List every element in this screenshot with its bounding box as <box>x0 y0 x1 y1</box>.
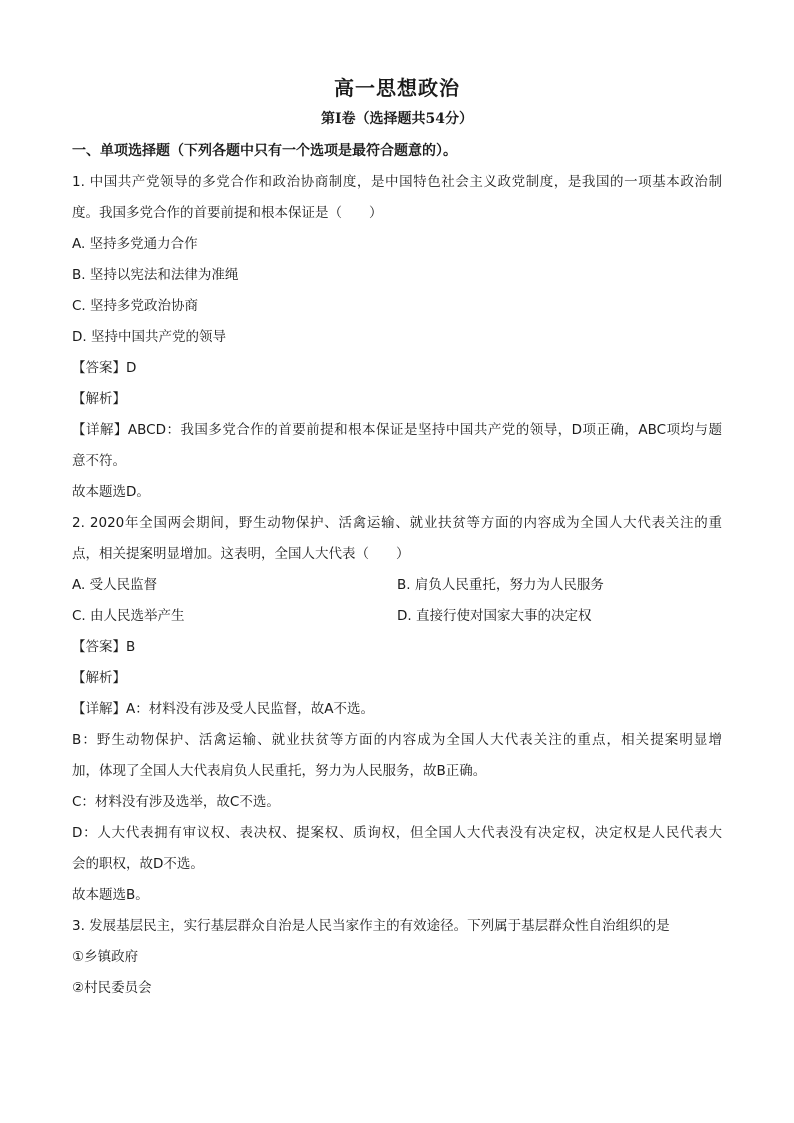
q2-conclusion: 故本题选B。 <box>72 887 149 903</box>
q3-stem-line1: 3. 发展基层民主，实行基层群众自治是人民当家作主的有效途径。下列属于基层群众性自治组织的是 <box>72 918 670 934</box>
q2-options-row2 <box>72 601 722 632</box>
q1-stem-line2: 度。我国多党合作的首要前提和根本保证是（ ） <box>72 205 383 221</box>
q2-option-d: D. 直接行使对国家大事的决定权 <box>397 608 592 624</box>
q2-answer: 【答案】B <box>72 639 136 655</box>
q1-option-b: B. 坚持以宪法和法律为准绳 <box>72 267 239 283</box>
document-body <box>72 136 722 1004</box>
q1-conclusion: 故本题选D。 <box>72 484 150 500</box>
q2-stem-line1: 2. 2020年全国两会期间，野生动物保护、活禽运输、就业扶贫等方面的内容成为全国人大代表关注的重 <box>72 515 722 531</box>
document-title: 高一思想政治 <box>334 76 460 100</box>
q3-item-2: ②村民委员会 <box>72 980 152 996</box>
q2-detail-a: 【详解】A：材料没有涉及受人民监督，故A不选。 <box>72 701 374 717</box>
q2-detail-b-line1: B：野生动物保护、活禽运输、就业扶贫等方面的内容成为全国人大代表关注的重点，相关提案明显增 <box>72 732 722 748</box>
q1-option-a: A. 坚持多党通力合作 <box>72 236 198 252</box>
q2-options-row1 <box>72 570 722 601</box>
q2-analysis-label: 【解析】 <box>72 670 126 686</box>
q2-detail-d-line1: D：人大代表拥有审议权、表决权、提案权、质询权，但全国人大代表没有决定权，决定权是人民代表大 <box>72 825 722 841</box>
q2-detail-b-line2: 加，体现了全国人大代表肩负人民重托，努力为人民服务，故B正确。 <box>72 763 487 779</box>
q1-option-c: C. 坚持多党政治协商 <box>72 298 199 314</box>
q1-stem-line1: 1. 中国共产党领导的多党合作和政治协商制度，是中国特色社会主义政党制度，是我国的一项基本政治制 <box>72 174 722 190</box>
document-subtitle: 第Ⅰ卷（选择题共54分） <box>320 111 474 127</box>
q2-option-a: A. 受人民监督 <box>72 577 158 593</box>
q3-item-1: ①乡镇政府 <box>72 949 139 965</box>
q1-detail-line2: 意不符。 <box>72 453 126 469</box>
section-heading: 一、单项选择题（下列各题中只有一个选项是最符合题意的）。 <box>72 143 457 159</box>
q2-detail-d-line2: 会的职权，故D不选。 <box>72 856 204 872</box>
q1-analysis-label: 【解析】 <box>72 391 126 407</box>
q1-detail-line1: 【详解】ABCD：我国多党合作的首要前提和根本保证是坚持中国共产党的领导，D项正确，ABC项均与题 <box>72 422 722 438</box>
q2-stem-line2: 点，相关提案明显增加。这表明，全国人大代表（ ） <box>72 546 410 562</box>
q1-answer: 【答案】D <box>72 360 137 376</box>
q2-option-c: C. 由人民选举产生 <box>72 608 185 624</box>
q1-option-d: D. 坚持中国共产党的领导 <box>72 329 226 345</box>
q2-option-b: B. 肩负人民重托，努力为人民服务 <box>397 577 604 593</box>
q2-detail-c: C：材料没有涉及选举，故C不选。 <box>72 794 280 810</box>
